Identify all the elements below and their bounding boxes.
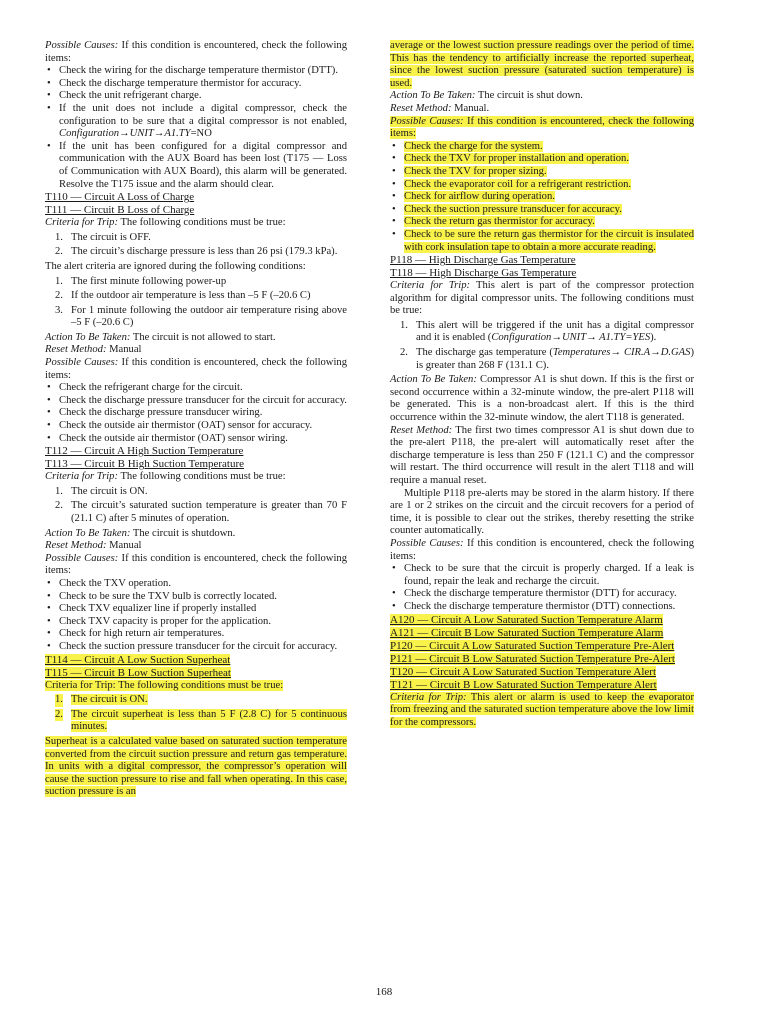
right-column bbox=[390, 40, 694, 729]
list-item: 1. This alert will be triggered if the unit has a digital compressor and it is enabled (Configuration→UNIT→ A1.TY=YES). bbox=[400, 319, 694, 344]
t110-ignore-list bbox=[45, 276, 347, 330]
superheat-continued: average or the lowest suction pressure readings over the period of time. This has the tendency to artificially increase the reported superheat, since the lowest suction pressure (saturated suction temperature) is used. bbox=[390, 40, 694, 89]
t112-possible-causes: Possible Causes: If this condition is encountered, check the following items: bbox=[45, 552, 347, 577]
list-item: 2. If the outdoor air temperature is less than –5 F (–20.6 C) bbox=[55, 290, 311, 302]
heading-p118: P118 — High Discharge Gas Temperature bbox=[390, 254, 576, 267]
list-item: • Check to be sure that the circuit is properly charged. If a leak is found, repair the leak and recharge the circuit. bbox=[390, 563, 694, 588]
list-item: • Check the outside air thermistor (OAT) sensor wiring. bbox=[45, 433, 347, 446]
t112-criteria-list bbox=[45, 486, 347, 526]
t114-reset: Reset Method: Manual. bbox=[390, 102, 490, 114]
possible-causes-dtt: Possible Causes: If this condition is encountered, check the following items: bbox=[45, 40, 347, 64]
t110-criteria: Criteria for Trip: The following conditions must be true: bbox=[45, 217, 286, 229]
list-item: • Check for high return air temperatures. bbox=[45, 628, 347, 641]
heading-a120: A120 — Circuit A Low Saturated Suction Temperature Alarm bbox=[390, 613, 663, 626]
heading-t115: T115 — Circuit B Low Suction Superheat bbox=[45, 666, 231, 679]
t112-reset: Reset Method: Manual bbox=[45, 540, 142, 552]
t110-criteria-list bbox=[45, 232, 347, 259]
t114-possible-causes: Possible Causes: If this condition is encountered, check the following items: bbox=[390, 115, 694, 140]
list-item: 3. For 1 minute following the outdoor air temperature rising above –5 F (–20.6 C) bbox=[55, 304, 347, 329]
t118-criteria-list bbox=[390, 320, 694, 372]
t118-reset: Reset Method: The first two times compressor A1 is shut down due to the pre-alert P118, the pre-alert will automatically reset after the discharge temperature is less than 250 F (121.1 C) and the compressor will restart. The third occurrence will result in the alert T118 and will require a manual reset. bbox=[390, 424, 694, 486]
list-item: • Check to be sure the return gas thermistor for the circuit is insulated with cork insulation tape to obtain a more accurate reading. bbox=[390, 229, 694, 254]
heading-t113: T113 — Circuit B High Suction Temperature bbox=[45, 458, 245, 471]
list-item: 1. The circuit is ON. bbox=[55, 694, 148, 706]
list-item: • Check the discharge pressure transducer for the circuit for accuracy. bbox=[45, 395, 347, 408]
list-item: 2. The circuit superheat is less than 5 F (2.8 C) for 5 continuous minutes. bbox=[55, 708, 347, 733]
t110-cause-list bbox=[45, 382, 347, 445]
t114-action: Action To Be Taken: The circuit is shut down. bbox=[390, 90, 583, 102]
list-item: • Check for airflow during operation. bbox=[390, 191, 694, 204]
superheat-paragraph: Superheat is a calculated value based on saturated suction temperature converted from the circuit suction pressure and return gas temperature. In units with a digital compressor, the compressor’s operation will cause the suction pressure to rise and fall when operating. In this case, suction pressure is an bbox=[45, 735, 347, 798]
heading-t121: T121 — Circuit B Low Saturated Suction Temperature Alert bbox=[390, 678, 657, 691]
list-item: 2. The discharge gas temperature (Temperatures→ CIR.A→D.GAS) is greater than 268 F (131.1 C). bbox=[400, 347, 694, 371]
list-item: • Check the suction pressure transducer for accuracy. bbox=[390, 204, 694, 217]
t114-criteria-list bbox=[45, 694, 347, 734]
list-item: • Check the evaporator coil for a refrigerant restriction. bbox=[390, 179, 694, 192]
list-item: • If the unit does not include a digital compressor, check the configuration to be sure that a digital compressor is not enabled, Configuration→UNIT→A1.TY=NO bbox=[45, 103, 347, 141]
list-item: • Check the discharge temperature thermistor (DTT) for accuracy. bbox=[390, 588, 694, 601]
list-item: 1. The circuit is OFF. bbox=[55, 231, 151, 243]
list-item: 2. The circuit’s discharge pressure is less than 26 psi (179.3 kPa). bbox=[55, 246, 338, 258]
list-item: • Check TXV equalizer line if properly installed bbox=[45, 603, 347, 616]
list-item: 1. The circuit is ON. bbox=[55, 485, 148, 497]
list-item: • Check the unit refrigerant charge. bbox=[45, 90, 347, 103]
list-item: • Check the discharge temperature thermistor for accuracy. bbox=[45, 78, 347, 91]
list-item: • If the unit has been configured for a digital compressor and communication with the AUX Board has been lost (T175 — Loss of Communication with AUX Board), this alarm will be generated. Resolve the T175 issue and the alarm should clear. bbox=[45, 141, 347, 191]
heading-a121: A121 — Circuit B Low Saturated Suction Temperature Alarm bbox=[390, 626, 664, 639]
t110-reset: Reset Method: Manual bbox=[45, 344, 142, 356]
list-item: • Check the refrigerant charge for the circuit. bbox=[45, 382, 347, 395]
t112-criteria: Criteria for Trip: The following conditions must be true: bbox=[45, 471, 286, 483]
list-item: • Check the TXV for proper sizing. bbox=[390, 166, 694, 179]
list-item: • Check to be sure the TXV bulb is correctly located. bbox=[45, 591, 347, 604]
heading-t112: T112 — Circuit A High Suction Temperature bbox=[45, 445, 244, 458]
list-item: • Check the suction pressure transducer for the circuit for accuracy. bbox=[45, 641, 347, 654]
list-item: • Check the discharge pressure transducer wiring. bbox=[45, 407, 347, 420]
list-item: 2. The circuit’s saturated suction temperature is greater than 70 F (21.1 C) after 5 minutes of operation. bbox=[55, 500, 347, 524]
heading-p120: P120 — Circuit A Low Saturated Suction Temperature Pre-Alert bbox=[390, 639, 675, 652]
list-item: 1. The first minute following power-up bbox=[55, 275, 227, 287]
t118-cause-list bbox=[390, 563, 694, 613]
list-item: • Check the charge for the system. bbox=[390, 141, 694, 154]
t110-action: Action To Be Taken: The circuit is not allowed to start. bbox=[45, 331, 276, 343]
left-column bbox=[45, 40, 347, 799]
t114-criteria: Criteria for Trip: The following conditions must be true: bbox=[45, 679, 284, 691]
dtt-check-list bbox=[45, 65, 347, 191]
t118-criteria: Criteria for Trip: This alert is part of the compressor protection algorithm for digital compressor units. The following conditions must be true: bbox=[390, 280, 694, 317]
list-item: • Check the wiring for the discharge temperature thermistor (DTT). bbox=[45, 65, 347, 78]
list-item: • Check the TXV for proper installation and operation. bbox=[390, 153, 694, 166]
heading-t114: T114 — Circuit A Low Suction Superheat bbox=[45, 653, 231, 666]
list-item: • Check the TXV operation. bbox=[45, 578, 347, 591]
list-item: • Check the outside air thermistor (OAT) sensor for accuracy. bbox=[45, 420, 347, 433]
t118-multiple: Multiple P118 pre-alerts may be stored in the alarm history. If there are 1 or 2 strikes on the circuit and the circuit recovers for a period of time, it is possible to clear out the strikes, thereby resetting the strike counter automatically. bbox=[390, 487, 694, 537]
t114-cause-list bbox=[390, 141, 694, 254]
list-item: • Check TXV capacity is proper for the application. bbox=[45, 616, 347, 629]
t110-possible-causes: Possible Causes: If this condition is encountered, check the following items: bbox=[45, 357, 347, 381]
t112-cause-list bbox=[45, 578, 347, 654]
t120-criteria: Criteria for Trip: This alert or alarm is used to keep the evaporator from freezing and the saturated suction temperature above the low limit for the compressors. bbox=[390, 691, 695, 728]
list-item: • Check the discharge temperature thermistor (DTT) connections. bbox=[390, 601, 694, 614]
heading-t110: T110 — Circuit A Loss of Charge bbox=[45, 191, 195, 204]
t118-possible-causes: Possible Causes: If this condition is encountered, check the following items: bbox=[390, 537, 694, 562]
t112-action: Action To Be Taken: The circuit is shutdown. bbox=[45, 527, 236, 539]
t118-action: Action To Be Taken: Compressor A1 is shut down. If this is the first or second occurrence within a 32-minute window, the pre-alert P118 will be generated. This is a non-broadcast alert. If this is the third occurrence within the 32-minute window, the alert T118 is generated. bbox=[390, 374, 694, 424]
heading-p121: P121 — Circuit B Low Saturated Suction Temperature Pre-Alert bbox=[390, 652, 675, 665]
heading-t118: T118 — High Discharge Gas Temperature bbox=[390, 267, 577, 280]
list-item: • Check the return gas thermistor for accuracy. bbox=[390, 216, 694, 229]
heading-t111: T111 — Circuit B Loss of Charge bbox=[45, 204, 195, 217]
page-number: 168 bbox=[375, 986, 393, 998]
heading-t120: T120 — Circuit A Low Saturated Suction Temperature Alert bbox=[390, 665, 657, 678]
t110-ignore-text: The alert criteria are ignored during the following conditions: bbox=[45, 260, 306, 272]
